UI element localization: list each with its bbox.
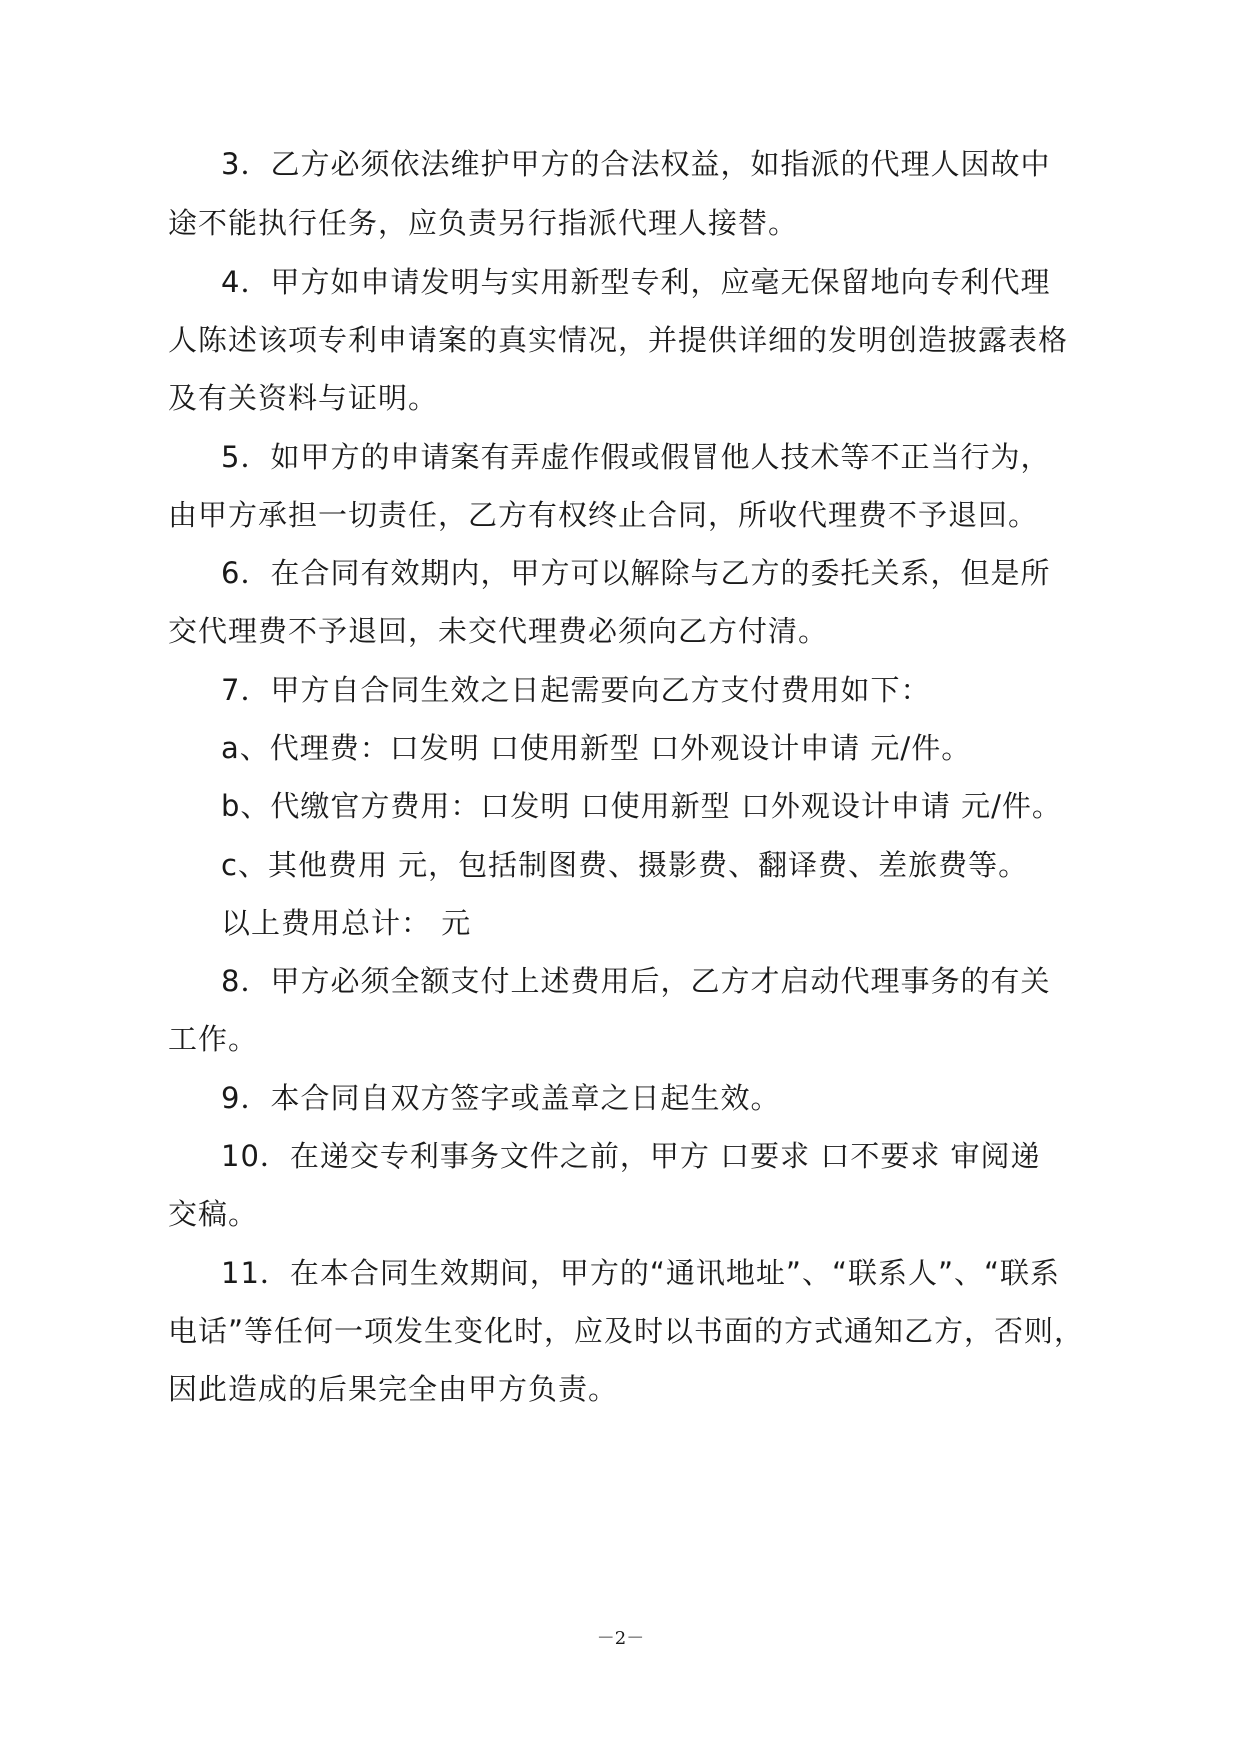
text-line: b、代缴官方费用：口发明 口使用新型 口外观设计申请 元/件。 (221, 789, 1062, 823)
text-line: 7．甲方自合同生效之日起需要向乙方支付费用如下： (221, 673, 931, 707)
text-line: a、代理费：口发明 口使用新型 口外观设计申请 元/件。 (221, 731, 972, 765)
text-line: 工作。 (168, 1022, 259, 1056)
text-line: 4．甲方如申请发明与实用新型专利，应毫无保留地向专利代理 (221, 265, 1051, 299)
text-line: 9．本合同自双方签字或盖章之日起生效。 (221, 1081, 781, 1115)
text-line: c、其他费用 元，包括制图费、摄影费、翻译费、差旅费等。 (221, 848, 1029, 882)
text-line: 交代理费不予退回，未交代理费必须向乙方付清。 (168, 614, 829, 648)
text-line: 11．在本合同生效期间，甲方的“通讯地址”、“联系人”、“联系 (221, 1256, 1061, 1290)
text-line: 因此造成的后果完全由甲方负责。 (168, 1372, 619, 1406)
text-line: 10．在递交专利事务文件之前，甲方 口要求 口不要求 审阅递 (221, 1139, 1041, 1173)
text-line: 电话”等任何一项发生变化时，应及时以书面的方式通知乙方，否则， (168, 1314, 1085, 1348)
text-line: 8．甲方必须全额支付上述费用后，乙方才启动代理事务的有关 (221, 964, 1051, 998)
text-line: 交稿。 (168, 1197, 259, 1231)
text-line: 由甲方承担一切责任，乙方有权终止合同，所收代理费不予退回。 (168, 498, 1039, 532)
text-line: 人陈述该项专利申请案的真实情况，并提供详细的发明创造披露表格 (168, 323, 1069, 357)
page-number: －2－ (596, 1628, 645, 1649)
text-line: 及有关资料与证明。 (168, 381, 439, 415)
text-line: 途不能执行任务，应负责另行指派代理人接替。 (168, 206, 799, 240)
text-line: 3．乙方必须依法维护甲方的合法权益，如指派的代理人因故中 (221, 147, 1051, 181)
text-line: 以上费用总计： 元 (221, 906, 472, 940)
text-line: 6．在合同有效期内，甲方可以解除与乙方的委托关系，但是所 (221, 556, 1051, 590)
text-line: 5．如甲方的申请案有弄虚作假或假冒他人技术等不正当行为， (221, 440, 1051, 474)
